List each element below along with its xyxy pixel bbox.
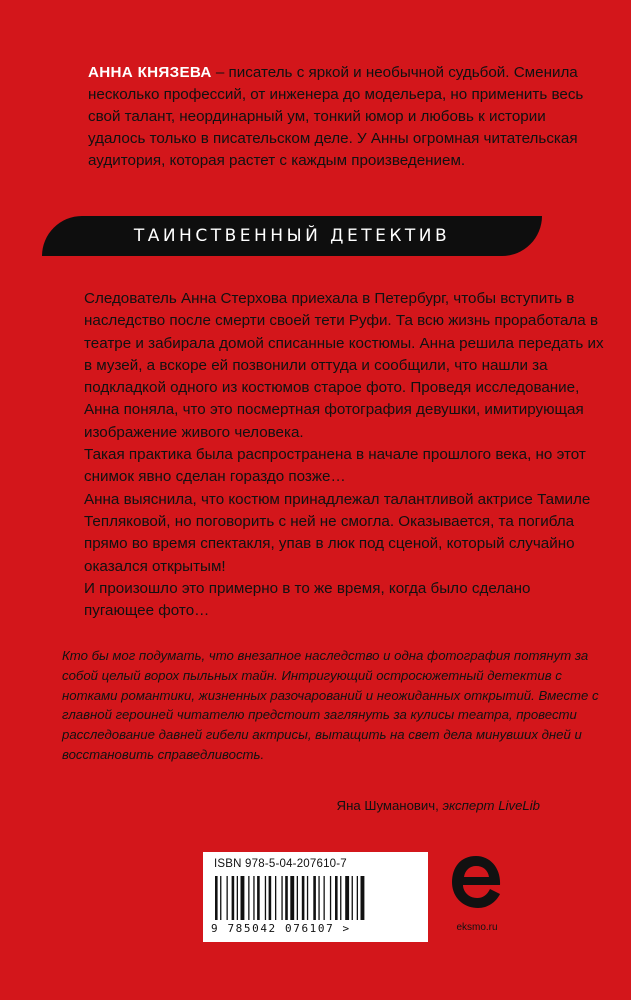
- barcode-bar: [241, 876, 245, 920]
- annotation-paragraph: Следователь Анна Стерхова приехала в Петербург, чтобы вступить в наследство после смерти своей тети Руфи. Та всю жизнь проработала в театре и забирала домой списанные костюмы. Анна решила передать их в музей, а вскоре ей позвонили оттуда и сообщили, что нашли за подкладкой одного из костюмов старое фото. Проведя исследование, Анна поняла, что это посмертная фотография девушки, имитирующая изображение живого человека.: [84, 290, 604, 441]
- barcode-bar: [345, 876, 349, 920]
- barcode-bar: [335, 876, 338, 920]
- barcode-bar: [281, 876, 282, 920]
- barcode-bar: [318, 876, 319, 920]
- barcode-bar: [285, 876, 288, 920]
- barcode-bar: [297, 876, 298, 920]
- barcode-bar: [290, 876, 294, 920]
- barcode-bar: [215, 876, 218, 920]
- barcode-bar: [232, 876, 235, 920]
- barcode-box: [203, 852, 428, 942]
- review-quote: Кто бы мог подумать, что внезапное наследство и одна фотография потянут за собой целый ворох пыльных тайн. Интригующий остросюжетный детектив с нотками романтики, жизненных разочарований и неожиданных открытий. Вместе с главной героиней читателю предстоит заглянуть за кулисы театра, провести расследование давней гибели актрисы, вытащить на свет дела минувших дней и восстановить справедливость.: [62, 648, 599, 762]
- barcode-bar: [357, 876, 358, 920]
- barcode-bar: [257, 876, 260, 920]
- review-author-role: эксперт LiveLib: [438, 798, 540, 813]
- author-name: АННА КНЯЗЕВА: [88, 64, 212, 81]
- annotation-paragraph: Такая практика была распространена в начале прошлого века, но этот снимок явно сделан гораздо позже…: [84, 446, 586, 486]
- barcode-bar: [340, 876, 341, 920]
- eksmo-logo-icon: [446, 852, 506, 914]
- review-author: [280, 798, 540, 813]
- review-author-name: Яна Шуманович,: [336, 798, 439, 813]
- barcode-bar: [248, 876, 249, 920]
- barcode-bar: [275, 876, 276, 920]
- isbn-label: ISBN 978-5-04-207610-7: [214, 858, 347, 870]
- author-bio-text: – писатель с яркой и необычной судьбой. Сменила несколько профессий, от инженера до модельера, но применить весь свой талант, неординарный ум, тонкий юмор и любовь к истории удалось только в писательском деле. У Анны огромная читательская аудитория, которая растет с каждым произведением.: [88, 64, 584, 169]
- publisher: [442, 852, 512, 944]
- barcode-bar: [227, 876, 228, 920]
- annotation-paragraph: Анна выяснила, что костюм принадлежал талантливой актрисе Тамиле Тепляковой, но поговорить с ней не смогла. Оказывается, та погибла прямо во время спектакля, упав в люк под сценой, который случайно оказался открытым!: [84, 490, 591, 575]
- barcode-bar: [313, 876, 316, 920]
- barcode-bar: [237, 876, 238, 920]
- barcode-bar: [330, 876, 331, 920]
- barcode-bar: [302, 876, 305, 920]
- author-bio: [88, 62, 598, 172]
- barcode-digits: 9 785042 076107 >: [211, 922, 351, 935]
- barcode-icon: [215, 876, 415, 920]
- barcode-bar: [307, 876, 308, 920]
- series-banner: [42, 216, 542, 256]
- barcode-bar: [324, 876, 325, 920]
- barcode-bar: [269, 876, 272, 920]
- barcode-bar: [265, 876, 266, 920]
- barcode-bar: [220, 876, 221, 920]
- barcode-bar: [361, 876, 365, 920]
- series-title: ТАИНСТВЕННЫЙ ДЕТЕКТИВ: [133, 226, 451, 246]
- annotation-paragraph: И произошло это примерно в то же время, когда было сделано пугающее фото…: [84, 579, 531, 620]
- publisher-site: eksmo.ru: [456, 922, 498, 933]
- barcode-bar: [352, 876, 353, 920]
- barcode-bar: [253, 876, 254, 920]
- annotation: [84, 288, 604, 622]
